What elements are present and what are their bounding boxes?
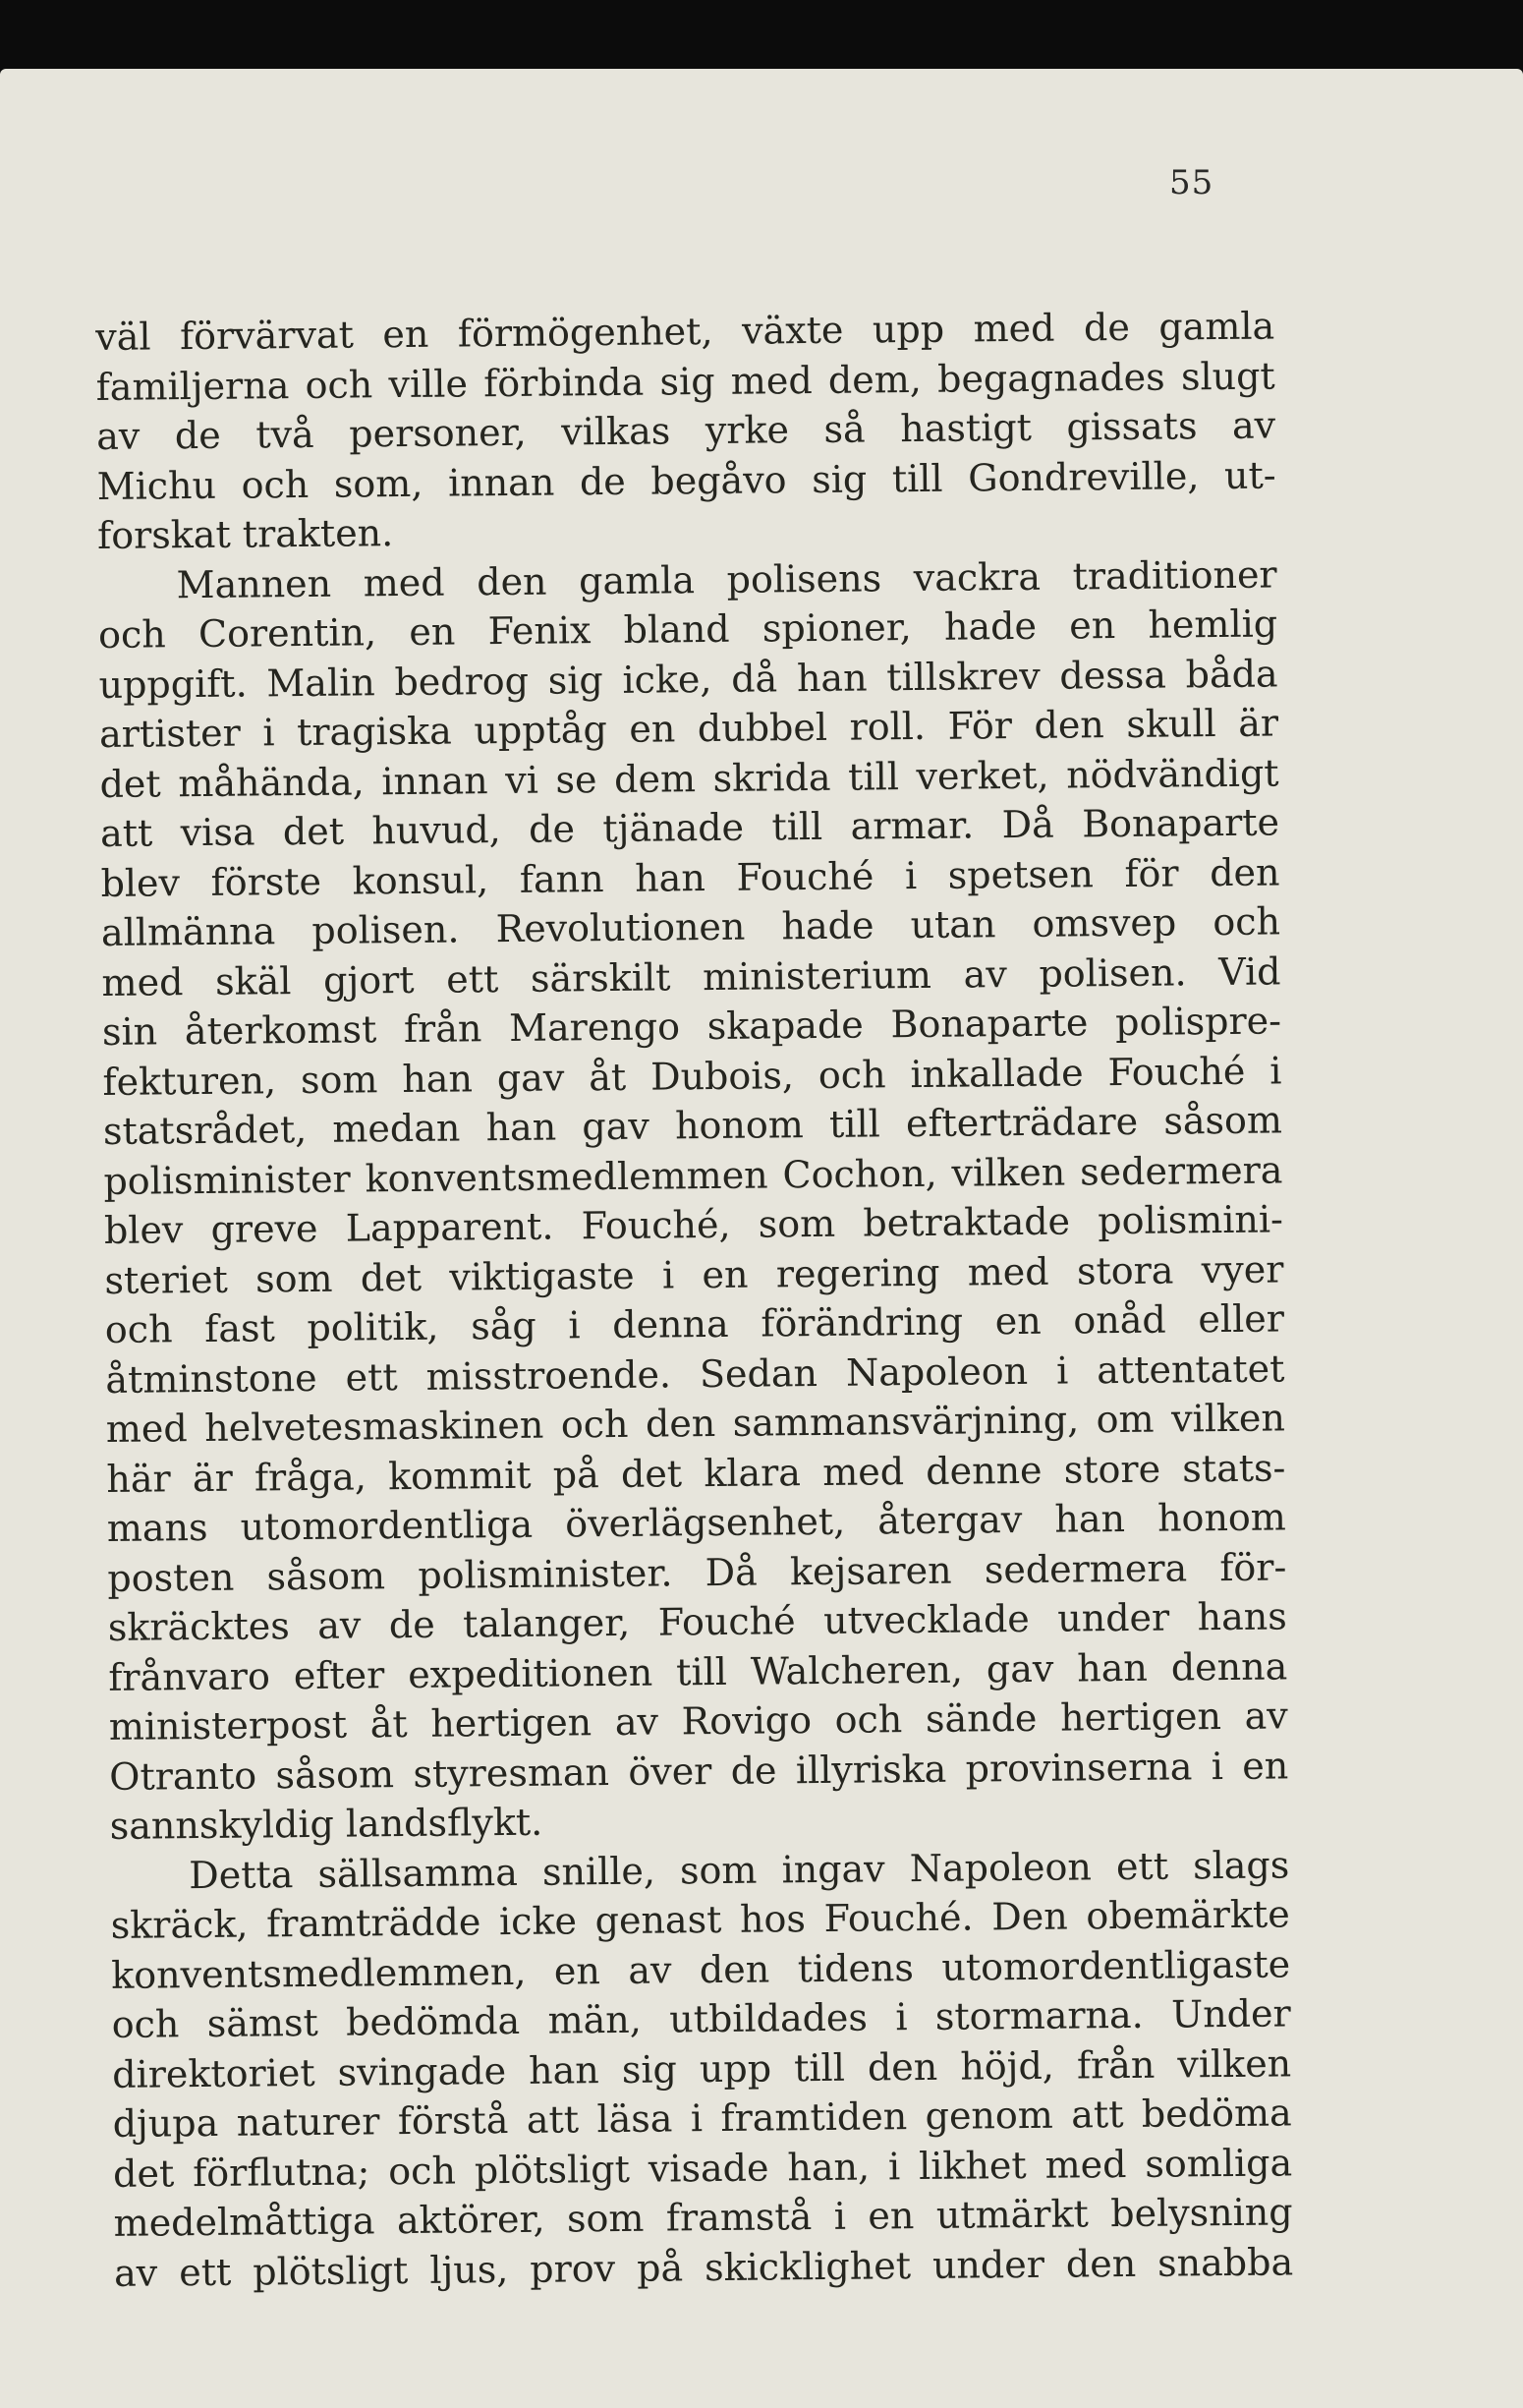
text-line: posten såsom polisminister. Då kejsaren sedermera för- (107, 1544, 1287, 1600)
text-line: medelmåttiga aktörer, som framstå i en utmärkt belysning (113, 2190, 1293, 2245)
text-line: allmänna polisen. Revolutionen hade utan omsvep och (100, 899, 1281, 954)
text-line: djupa naturer förstå att läsa i framtiden genom att bedöma (112, 2091, 1292, 2146)
text-line: artister i tragiska upptåg en dubbel roll. För den skull är (98, 701, 1279, 756)
text-line: forskat trakten. (96, 511, 394, 557)
text-line: fekturen, som han gav åt Dubois, och inkallade Fouché i (102, 1048, 1282, 1104)
text-line: och sämst bedömda män, utbildades i stormarna. Under (111, 1991, 1291, 2046)
text-line: med skäl gjort ett särskilt ministerium av polisen. Vid (101, 948, 1281, 1004)
text-line: familjerna och ville förbinda sig med dem, begagnades slugt (95, 353, 1275, 409)
text-line: polisminister konventsmedlemmen Cochon, vilken sedermera (103, 1147, 1283, 1203)
text-line: steriet som det viktigaste i en regering med stora vyer (104, 1246, 1284, 1302)
text-line: sannskyldig landsflykt. (109, 1800, 543, 1848)
text-line: Michu och som, innan de begåvo sig till Gondreville, ut- (96, 452, 1276, 508)
text-line: och Corentin, en Fenix bland spioner, hade en hemlig (97, 602, 1278, 657)
text-line: blev greve Lapparent. Fouché, som betraktade polismini- (103, 1197, 1284, 1252)
text-line: väl förvärvat en förmögenhet, växte upp med de gamla (95, 304, 1275, 359)
text-line: det förflutna; och plötsligt visade han, i likhet med somliga (112, 2140, 1293, 2196)
text-line: ministerpost åt hertigen av Rovigo och sände hertigen av (108, 1693, 1288, 1749)
text-line: blev förste konsul, fann han Fouché i spetsen för den (100, 849, 1280, 905)
text-line: av ett plötsligt ljus, prov på skicklighet under den snabba (113, 2239, 1294, 2295)
text-line: sin återkomst från Marengo skapade Bonaparte polispre- (101, 999, 1282, 1054)
text-line: direktoriet svingade han sig upp till den höjd, från vilken (111, 2040, 1292, 2096)
text-line: skräcktes av de talanger, Fouché utvecklade under hans (107, 1594, 1287, 1649)
text-line: åtminstone ett misstroende. Sedan Napoleon i attentatet (105, 1346, 1285, 1402)
text-line: att visa det huvud, de tjänade till armar. Då Bonaparte (99, 800, 1280, 855)
text-line: Otranto såsom styresman över de illyriska provinserna i en (109, 1743, 1289, 1799)
text-line: skräck, framträdde icke genast hos Fouché. Den obemärkte (110, 1892, 1290, 1947)
book-page (0, 69, 1523, 2408)
text-line: frånvaro efter expeditionen till Walcheren, gav han denna (108, 1643, 1288, 1699)
text-line: av de två personer, vilkas yrke så hastigt gissats av (95, 403, 1276, 458)
text-line: Mannen med den gamla polisens vackra traditioner (176, 551, 1277, 606)
text-line: mans utomordentliga överlägsenhet, återgav han honom (106, 1495, 1287, 1550)
text-line: konventsmedlemmen, en av den tidens utomordentligaste (111, 1941, 1291, 1997)
text-line: Detta sällsamma snille, som ingav Napoleon ett slags (189, 1842, 1290, 1897)
body-text (95, 301, 1293, 2297)
text-line: och fast politik, såg i denna förändring en onåd eller (104, 1296, 1285, 1351)
text-line: statsrådet, medan han gav honom till efterträdare såsom (102, 1098, 1283, 1153)
scanner-border (0, 0, 1523, 77)
text-line: här är fråga, kommit på det klara med denne store stats- (106, 1445, 1286, 1501)
text-line: med helvetesmaskinen och den sammansvärjning, om vilken (105, 1396, 1286, 1451)
text-line: det måhända, innan vi se dem skrida till verket, nödvändigt (99, 750, 1279, 806)
page-number: 55 (1169, 163, 1214, 202)
text-line: uppgift. Malin bedrog sig icke, då han tillskrev dessa båda (98, 651, 1278, 707)
